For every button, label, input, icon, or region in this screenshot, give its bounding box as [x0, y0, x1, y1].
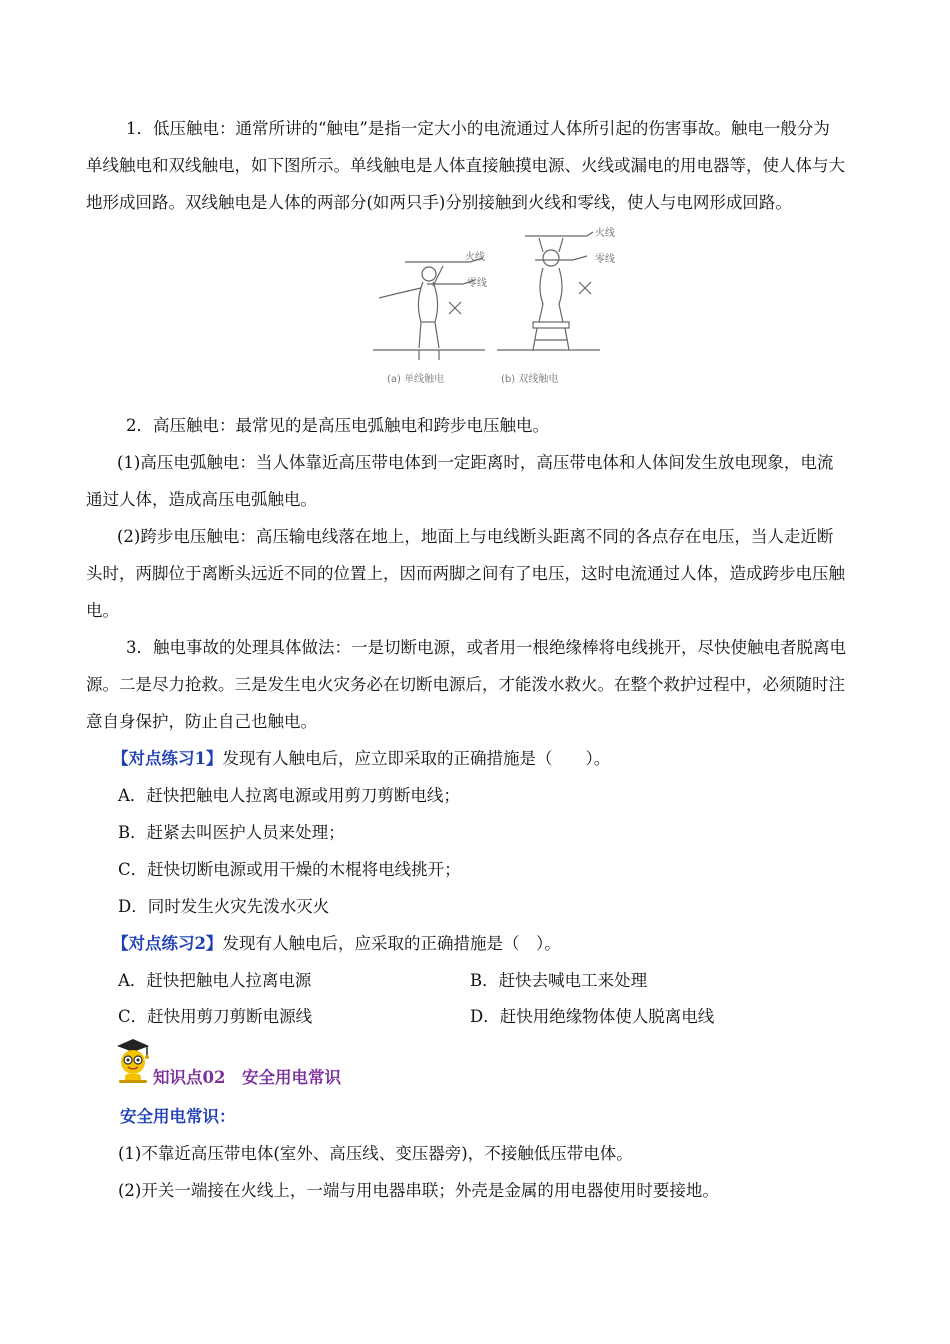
q1-option-d: D．同时发生火灾先泼水灭火 [118, 897, 330, 916]
knowledge-point-heading: 知识点02 安全用电常识 [153, 1068, 341, 1087]
paragraph-step-voltage-line3: 电。 [86, 601, 119, 620]
safety-rule-1: (1)不靠近高压带电体(室外、高压线、变压器旁)，不接触低压带电体。 [118, 1144, 633, 1163]
practice-stem-2: 发现有人触电后，应采取的正确措施是（ ）。 [222, 934, 561, 953]
paragraph-low-voltage-line2: 单线触电和双线触电，如下图所示。单线触电是人体直接触摸电源、火线或漏电的用电器等，使人体与大 [86, 156, 845, 175]
q1-option-b: B．赶紧去叫医护人员来处理； [118, 823, 345, 842]
paragraph-arc-shock-line1: (1)高压电弧触电：当人体靠近高压带电体到一定距离时，高压带电体和人体间发生放电现象，电流 [117, 453, 834, 472]
q2-option-c: C．赶快用剪刀剪断电源线 [118, 1007, 313, 1026]
practice-tag-2: 【对点练习2】 [112, 934, 223, 953]
paragraph-step-voltage-line2: 头时，两脚位于离断头远近不同的位置上，因而两脚之间有了电压，这时电流通过人体，造成跨步电压触 [86, 564, 845, 583]
live-wire-label-b: 火线 [595, 228, 615, 239]
q1-option-a: A．赶快把触电人拉离电源或用剪刀剪断电线； [118, 786, 460, 805]
safety-subheading: 安全用电常识： [120, 1107, 236, 1126]
neutral-wire-label-a: 零线 [467, 278, 487, 289]
safety-rule-2: (2)开关一端接在火线上，一端与用电器串联；外壳是金属的用电器使用时要接地。 [118, 1181, 719, 1200]
paragraph-handling-line3: 意自身保护，防止自己也触电。 [86, 712, 317, 731]
practice-question-1 [112, 748, 610, 770]
q1-option-c: C．赶快切断电源或用干燥的木棍将电线挑开； [118, 860, 461, 879]
paragraph-handling-line2: 源。二是尽力抢救。三是发生电火灾务必在切断电源后，才能泼水救火。在整个救护过程中，必须随时注 [86, 675, 845, 694]
scholar-mascot-icon [113, 1036, 153, 1084]
practice-question-2 [112, 933, 561, 955]
practice-stem-1: 发现有人触电后，应立即采取的正确措施是（ ）。 [222, 749, 611, 768]
electric-shock-illustration [365, 222, 625, 392]
caption-double-line: (b) 双线触电 [501, 374, 559, 385]
neutral-wire-label-b: 零线 [595, 254, 615, 265]
paragraph-step-voltage-line1: (2)跨步电压触电：高压输电线落在地上，地面上与电线断头距离不同的各点存在电压，当人走近断 [117, 527, 834, 546]
paragraph-low-voltage-line3: 地形成回路。双线触电是人体的两部分(如两只手)分别接触到火线和零线，使人与电网形成回路。 [86, 193, 792, 212]
paragraph-arc-shock-line2: 通过人体，造成高压电弧触电。 [86, 490, 317, 509]
q2-option-b: B．赶快去喊电工来处理 [470, 971, 648, 990]
electric-shock-figure [365, 222, 625, 392]
paragraph-high-voltage-title: 2．高压触电：最常见的是高压电弧触电和跨步电压触电。 [126, 416, 549, 435]
paragraph-handling-line1: 3．触电事故的处理具体做法：一是切断电源，或者用一根绝缘棒将电线挑开，尽快使触电者脱离电 [126, 638, 846, 657]
paragraph-low-voltage-line1: 1．低压触电：通常所讲的“触电”是指一定大小的电流通过人体所引起的伤害事故。触电一般分为 [126, 119, 830, 138]
q2-option-d: D．赶快用绝缘物体使人脱离电线 [470, 1007, 715, 1026]
live-wire-label-a: 火线 [465, 252, 485, 263]
q2-option-a: A．赶快把触电人拉离电源 [118, 971, 312, 990]
practice-tag-1: 【对点练习1】 [112, 749, 223, 768]
caption-single-line: (a) 单线触电 [387, 374, 445, 385]
